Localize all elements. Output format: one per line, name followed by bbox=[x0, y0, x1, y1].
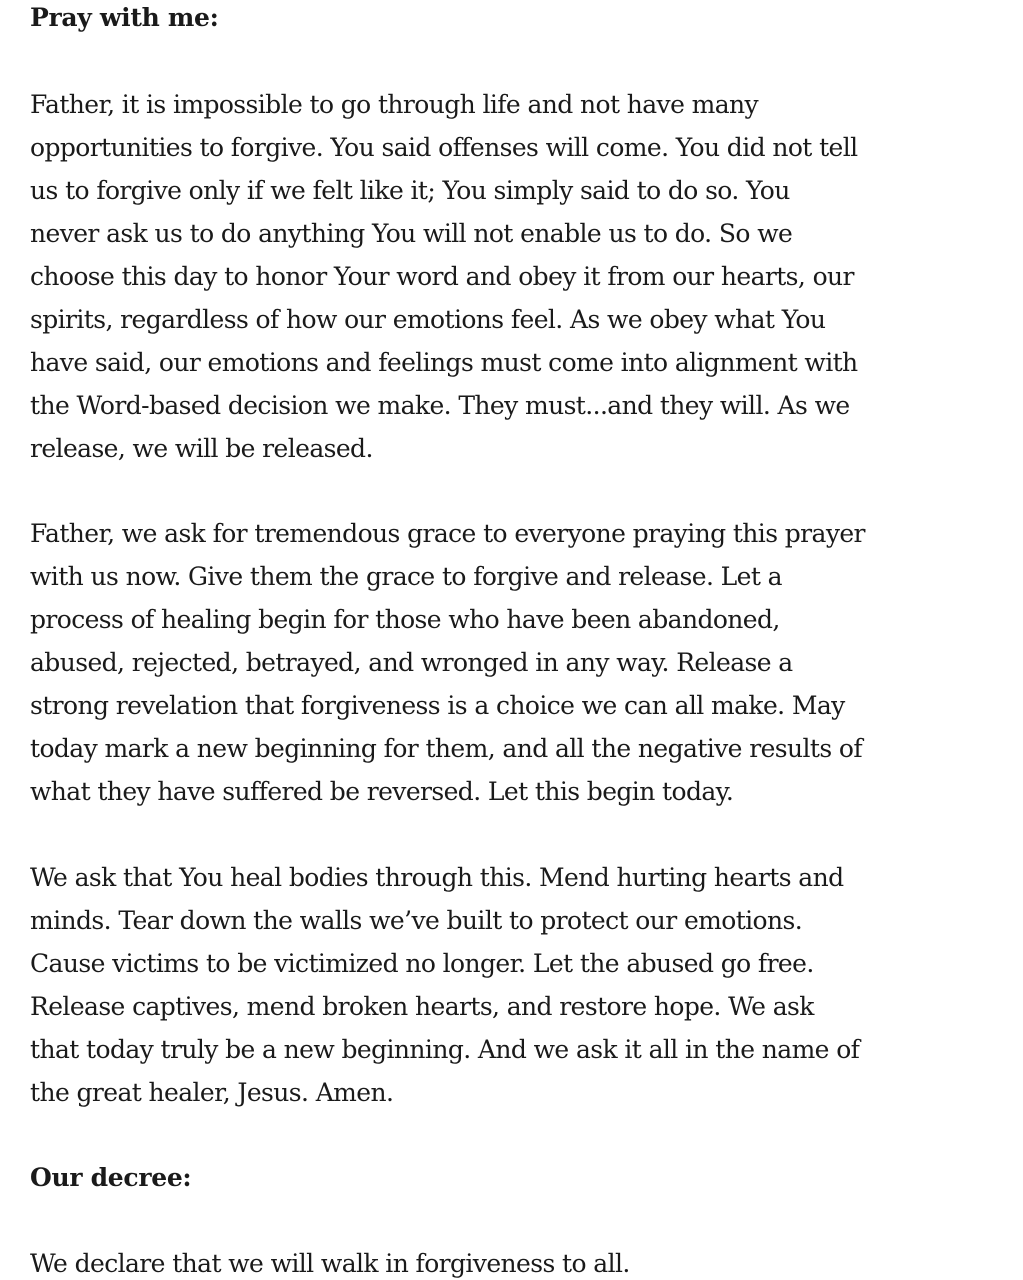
decree-text: We declare that we will walk in forgiveness to all. bbox=[30, 1249, 630, 1278]
paragraph-line: Father, it is impossible to go through life and not have many bbox=[30, 90, 759, 119]
paragraph-line: with us now. Give them the grace to forgive and release. Let a bbox=[30, 562, 782, 591]
paragraph-line: process of healing begin for those who have been abandoned, bbox=[30, 605, 780, 634]
paragraph-line: the great healer, Jesus. Amen. bbox=[30, 1078, 394, 1107]
paragraph-line: never ask us to do anything You will not enable us to do. So we bbox=[30, 219, 793, 248]
paragraph-line: the Word-based decision we make. They must...and they will. As we bbox=[30, 391, 850, 420]
paragraph-line: opportunities to forgive. You said offenses will come. You did not tell bbox=[30, 133, 858, 162]
heading-pray-with-me: Pray with me: bbox=[30, 3, 219, 32]
paragraph-line: spirits, regardless of how our emotions feel. As we obey what You bbox=[30, 305, 826, 334]
paragraph-line: choose this day to honor Your word and obey it from our hearts, our bbox=[30, 262, 854, 291]
paragraph-line: that today truly be a new beginning. And we ask it all in the name of bbox=[30, 1035, 860, 1064]
paragraph-line: what they have suffered be reversed. Let this begin today. bbox=[30, 777, 734, 806]
heading-our-decree: Our decree: bbox=[30, 1163, 192, 1192]
paragraph-line: us to forgive only if we felt like it; You simply said to do so. You bbox=[30, 176, 790, 205]
paragraph-line: have said, our emotions and feelings must come into alignment with bbox=[30, 348, 858, 377]
paragraph-line: release, we will be released. bbox=[30, 434, 373, 463]
paragraph-line: abused, rejected, betrayed, and wronged in any way. Release a bbox=[30, 648, 793, 677]
paragraph-line: minds. Tear down the walls we’ve built to protect our emotions. bbox=[30, 906, 803, 935]
paragraph-line: strong revelation that forgiveness is a choice we can all make. May bbox=[30, 691, 845, 720]
paragraph-line: Cause victims to be victimized no longer. Let the abused go free. bbox=[30, 949, 814, 978]
paragraph-line: Release captives, mend broken hearts, and restore hope. We ask bbox=[30, 992, 814, 1021]
paragraph-line: Father, we ask for tremendous grace to everyone praying this prayer bbox=[30, 519, 865, 548]
paragraph-line: We ask that You heal bodies through this. Mend hurting hearts and bbox=[30, 863, 844, 892]
paragraph-line: today mark a new beginning for them, and all the negative results of bbox=[30, 734, 863, 763]
